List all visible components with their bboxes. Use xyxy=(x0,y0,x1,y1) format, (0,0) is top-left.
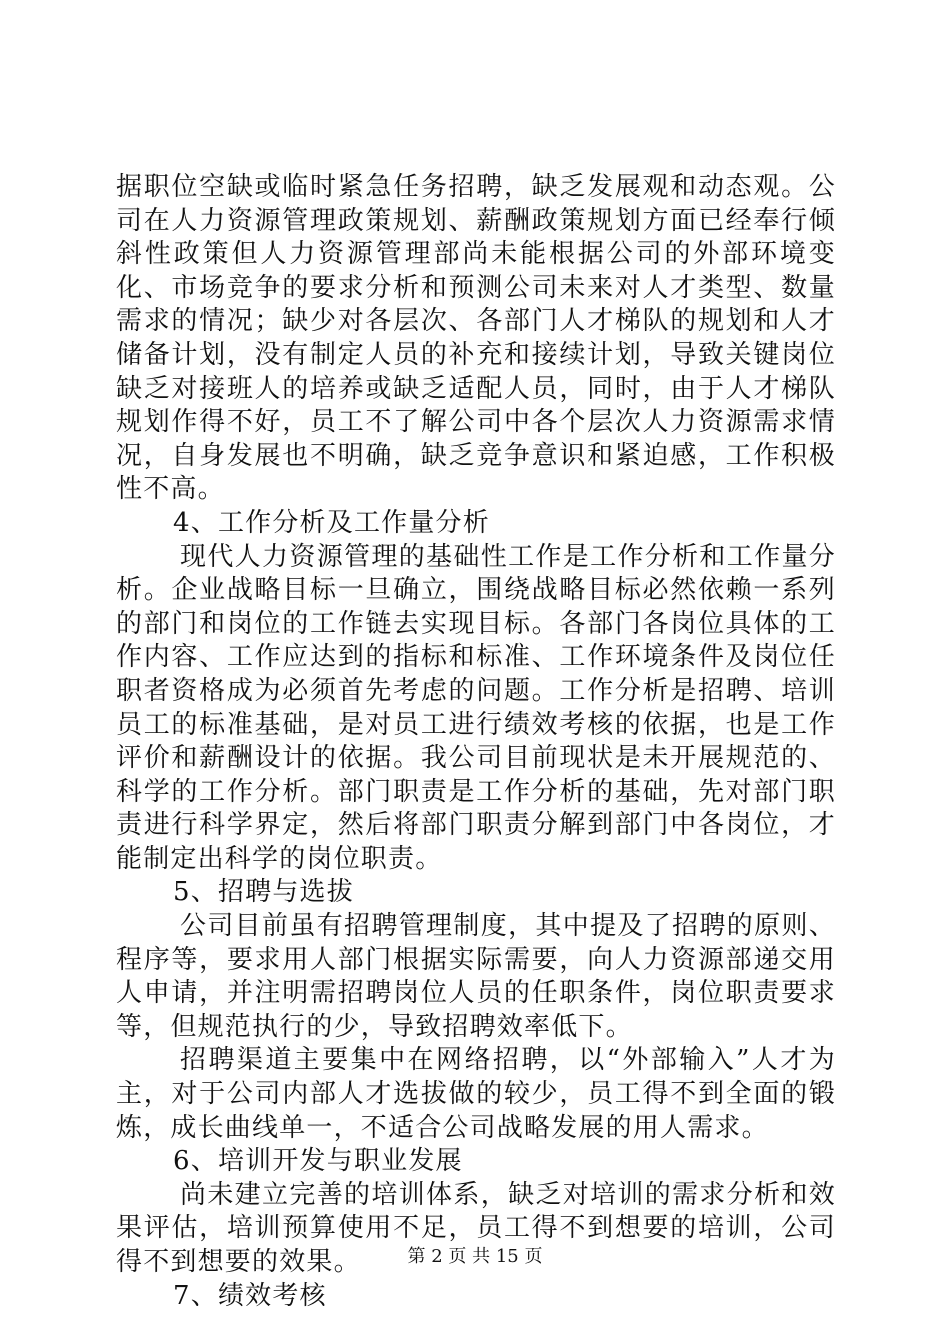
paragraph: 据职位空缺或临时紧急任务招聘，缺乏发展观和动态观。公司在人力资源管理政策规划、薪酬政策规划方面已经奉行倾斜性政策但人力资源管理部尚未能根据公司的外部环境变化、市场竞争的要求分析和预测公司未来对人才类型、数量需求的情况；缺少对各层次、各部门人才梯队的规划和人才储备计划，没有制定人员的补充和接续计划，导致关键岗位缺乏对接班人的培养或缺乏适配人员，同时，由于人才梯队规划作得不好，员工不了解公司中各个层次人力资源需求情况，自身发展也不明确，缺乏竞争意识和紧迫感，工作积极性不高。 xyxy=(116,172,836,505)
page-footer xyxy=(0,1245,950,1269)
paragraph: 现代人力资源管理的基础性工作是工作分析和工作量分析。企业战略目标一旦确立，围绕战略目标必然依赖一系列的部门和岗位的工作链去实现目标。各部门各岗位具体的工作内容、工作应达到的指标和标准、工作环境条件及岗位任职者资格成为必须首先考虑的问题。工作分析是招聘、培训员工的标准基础，是对员工进行绩效考核的依据，也是工作评价和薪酬设计的依据。我公司目前现状是未开展规范的、科学的工作分析。部门职责是工作分析的基础，先对部门职责进行科学界定，然后将部门职责分解到部门中各岗位，才能制定出科学的岗位职责。 xyxy=(116,541,836,874)
paragraph: 招聘渠道主要集中在网络招聘，以“外部输入”人才为主，对于公司内部人才选拔做的较少，员工得不到全面的锻炼，成长曲线单一，不适合公司战略发展的用人需求。 xyxy=(116,1045,836,1143)
paragraph: 公司目前虽有招聘管理制度，其中提及了招聘的原则、程序等，要求用人部门根据实际需要，向人力资源部递交用人申请，并注明需招聘岗位人员的任职条件，岗位职责要求等，但规范执行的少，导致招聘效率低下。 xyxy=(116,911,836,1042)
paragraph: 尚未建立完善的培训体系，缺乏对培训的需求分析和效果评估，培训预算使用不足，员工得不到想要的培训，公司得不到想要的效果。 xyxy=(116,1179,836,1277)
section-heading-7: 7、绩效考核 xyxy=(173,1280,327,1311)
page-number-label: 第 2 页 共 15 页 xyxy=(407,1246,543,1267)
section-heading-4: 4、工作分析及工作量分析 xyxy=(173,507,490,538)
document-body xyxy=(116,171,836,1313)
section-heading-6: 6、培训开发与职业发展 xyxy=(173,1146,463,1177)
section-heading-5: 5、招聘与选拔 xyxy=(173,877,354,908)
